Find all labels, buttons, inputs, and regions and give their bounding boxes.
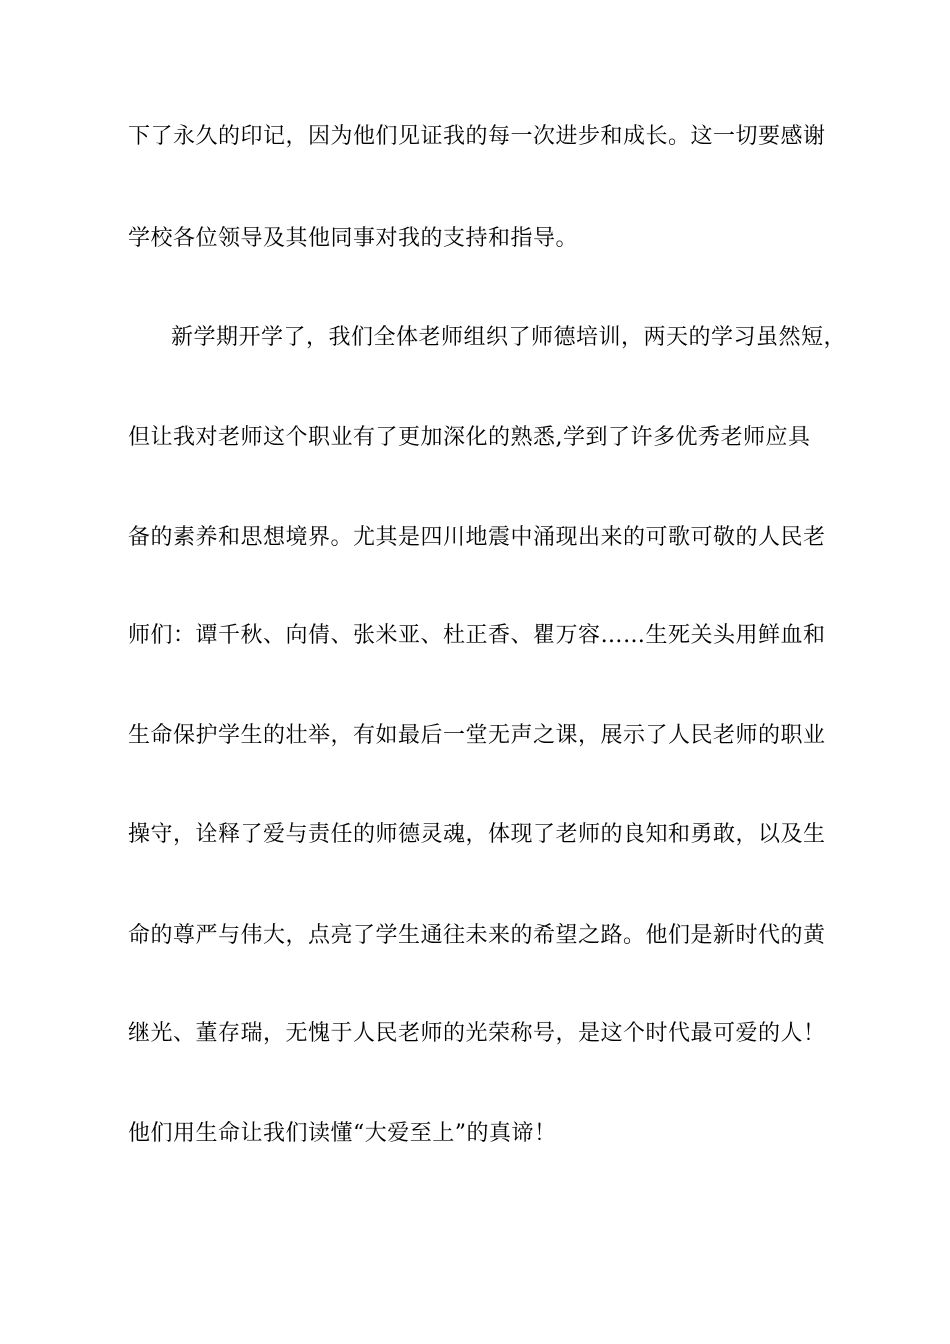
text-line-8: 操守，诠释了爱与责任的师德灵魂，体现了老师的良知和勇敢，以及生 [128, 822, 826, 847]
text-line-2: 学校各位领导及其他同事对我的支持和指导。 [128, 226, 579, 251]
text-line-5: 备的素养和思想境界。尤其是四川地震中涌现出来的可歌可敬的人民老 [128, 525, 826, 550]
text-line-6: 师们：谭千秋、向倩、张米亚、杜正香、瞿万容……生死关头用鲜血和 [128, 623, 826, 648]
text-line-7: 生命保护学生的壮举，有如最后一堂无声之课，展示了人民老师的职业 [128, 723, 826, 748]
text-line-10: 继光、董存瑞，无愧于人民老师的光荣称号，是这个时代最可爱的人！ [128, 1021, 826, 1046]
text-line-1: 下了永久的印记，因为他们见证我的每一次进步和成长。这一切要感谢 [128, 124, 826, 149]
text-line-11: 他们用生命让我们读懂“大爱至上”的真谛！ [128, 1121, 557, 1146]
paragraph-start-line: 新学期开学了，我们全体老师组织了师德培训，两天的学习虽然短， [171, 325, 847, 350]
text-line-9: 命的尊严与伟大，点亮了学生通往未来的希望之路。他们是新时代的黄 [128, 923, 826, 948]
text-line-4: 但让我对老师这个职业有了更加深化的熟悉,学到了许多优秀老师应具 [128, 425, 811, 450]
